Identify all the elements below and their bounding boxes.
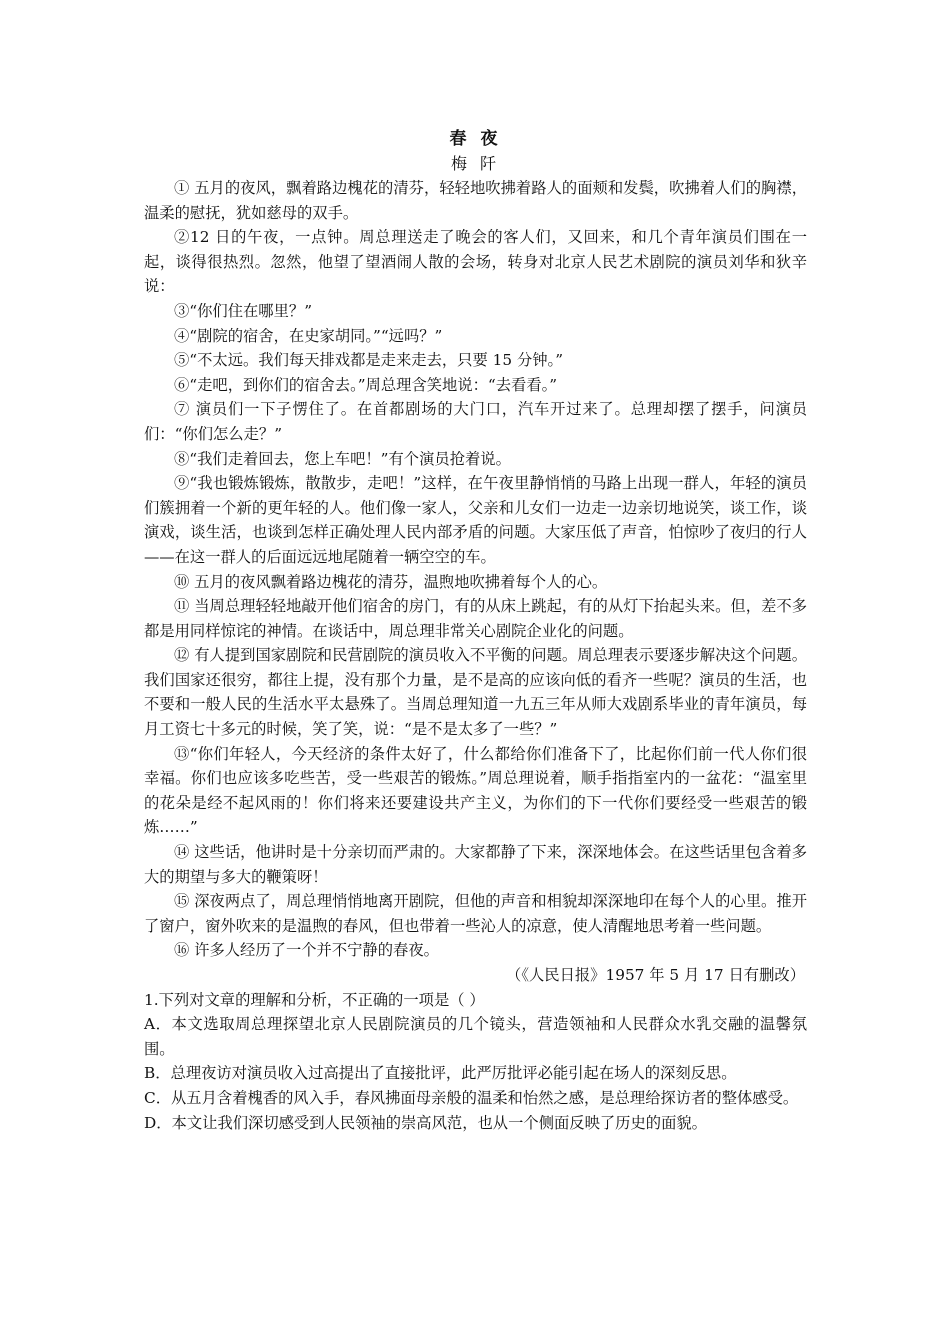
paragraph-5: ⑤“不太远。我们每天排戏都是走来走去，只要 15 分钟。” xyxy=(174,351,564,370)
article-author: 梅 阡 xyxy=(450,154,501,173)
option-d: D．本文让我们深切感受到人民领袖的崇高风范，也从一个侧面反映了历史的面貌。 xyxy=(144,1113,707,1132)
option-a: A．本文选取周总理探望北京人民剧院演员的几个镜头，营造领袖和人民群众水乳交融的温馨氛围。 xyxy=(144,1015,807,1058)
paragraph-8: ⑧“我们走着回去，您上车吧！”有个演员抢着说。 xyxy=(174,449,511,468)
paragraph-13: ⑬“你们年轻人，今天经济的条件太好了，什么都给你们准备下了，比起你们前一代人你们很幸福。你们也应该多吃些苦，受一些艰苦的锻炼。”周总理说着，顺手指指室内的一盆花：“温室里的花朵是经不起风雨的！你们将来还要建设共产主义，为你们的下一代你们要经受一些艰苦的锻炼……” xyxy=(144,744,807,837)
article-title: 春 夜 xyxy=(449,129,502,149)
paragraph-10: ⑩ 五月的夜风飘着路边槐花的清芬，温煦地吹拂着每个人的心。 xyxy=(174,572,608,591)
question-stem: 1.下列对文章的理解和分析，不正确的一项是（ ） xyxy=(144,990,485,1009)
paragraph-7: ⑦ 演员们一下子愣住了。在首都剧场的大门口，汽车开过来了。总理却摆了摆手，问演员们：“你们怎么走？” xyxy=(144,400,807,443)
paragraph-1: ① 五月的夜风，飘着路边槐花的清芬，轻轻地吹拂着路人的面颊和发鬓，吹拂着人们的胸襟，温柔的慰抚，犹如慈母的双手。 xyxy=(144,179,807,222)
article-source: （《人民日报》1957 年 5 月 17 日有删改） xyxy=(506,966,805,984)
paragraph-6: ⑥“走吧，到你们的宿舍去。”周总理含笑地说：“去看看。” xyxy=(174,375,558,394)
option-c: C．从五月含着槐香的风入手，春风拂面母亲般的温柔和怡然之感，是总理给探访者的整体感受。 xyxy=(144,1088,799,1107)
paragraph-2: ②12 日的午夜，一点钟。周总理送走了晚会的客人们，又回来，和几个青年演员们围在一起，谈得很热烈。忽然，他望了望酒闹人散的会场，转身对北京人民艺术剧院的演员刘华和狄辛说： xyxy=(144,228,807,296)
paragraph-9: ⑨“我也锻炼锻炼，散散步，走吧！”这样，在午夜里静悄悄的马路上出现一群人，年轻的演员们簇拥着一个新的更年轻的人。他们像一家人，父亲和儿女们一边走一边亲切地说笑，谈工作，谈演戏，谈生活，也谈到怎样正确处理人民内部矛盾的问题。大家压低了声音，怕惊吵了夜归的行人——在这一群人的后面远远地尾随着一辆空空的车。 xyxy=(144,474,807,566)
document-page xyxy=(144,126,807,1135)
paragraph-12: ⑫ 有人提到国家剧院和民营剧院的演员收入不平衡的问题。周总理表示要逐步解决这个问题。我们国家还很穷，都往上提，没有那个力量，是不是高的应该向低的看齐一些呢？演员的生活，也不要和一般人民的生活水平太悬殊了。当周总理知道一九五三年从师大戏剧系毕业的青年演员，每月工资七十多元的时候，笑了笑，说：“是不是太多了一些？” xyxy=(144,646,807,739)
paragraph-15: ⑮ 深夜两点了，周总理悄悄地离开剧院，但他的声音和相貌却深深地印在每个人的心里。推开了窗户，窗外吹来的是温煦的春风，但也带着一些沁人的凉意，使人清醒地思考着一些问题。 xyxy=(144,892,807,935)
paragraph-11: ⑪ 当周总理轻轻地敲开他们宿舍的房门，有的从床上跳起，有的从灯下抬起头来。但，差不多都是用同样惊诧的神情。在谈话中，周总理非常关心剧院企业化的问题。 xyxy=(144,597,807,640)
paragraph-16: ⑯ 许多人经历了一个并不宁静的春夜。 xyxy=(174,941,439,960)
paragraph-3: ③“你们住在哪里？” xyxy=(174,301,313,320)
paragraph-14: ⑭ 这些话，他讲时是十分亲切而严肃的。大家都静了下来，深深地体会。在这些话里包含着多大的期望与多大的鞭策呀！ xyxy=(144,843,807,886)
option-b: B．总理夜访对演员收入过高提出了直接批评，此严厉批评必能引起在场人的深刻反思。 xyxy=(144,1064,737,1083)
paragraph-4: ④“剧院的宿舍，在史家胡同。”“远吗？” xyxy=(174,326,443,345)
